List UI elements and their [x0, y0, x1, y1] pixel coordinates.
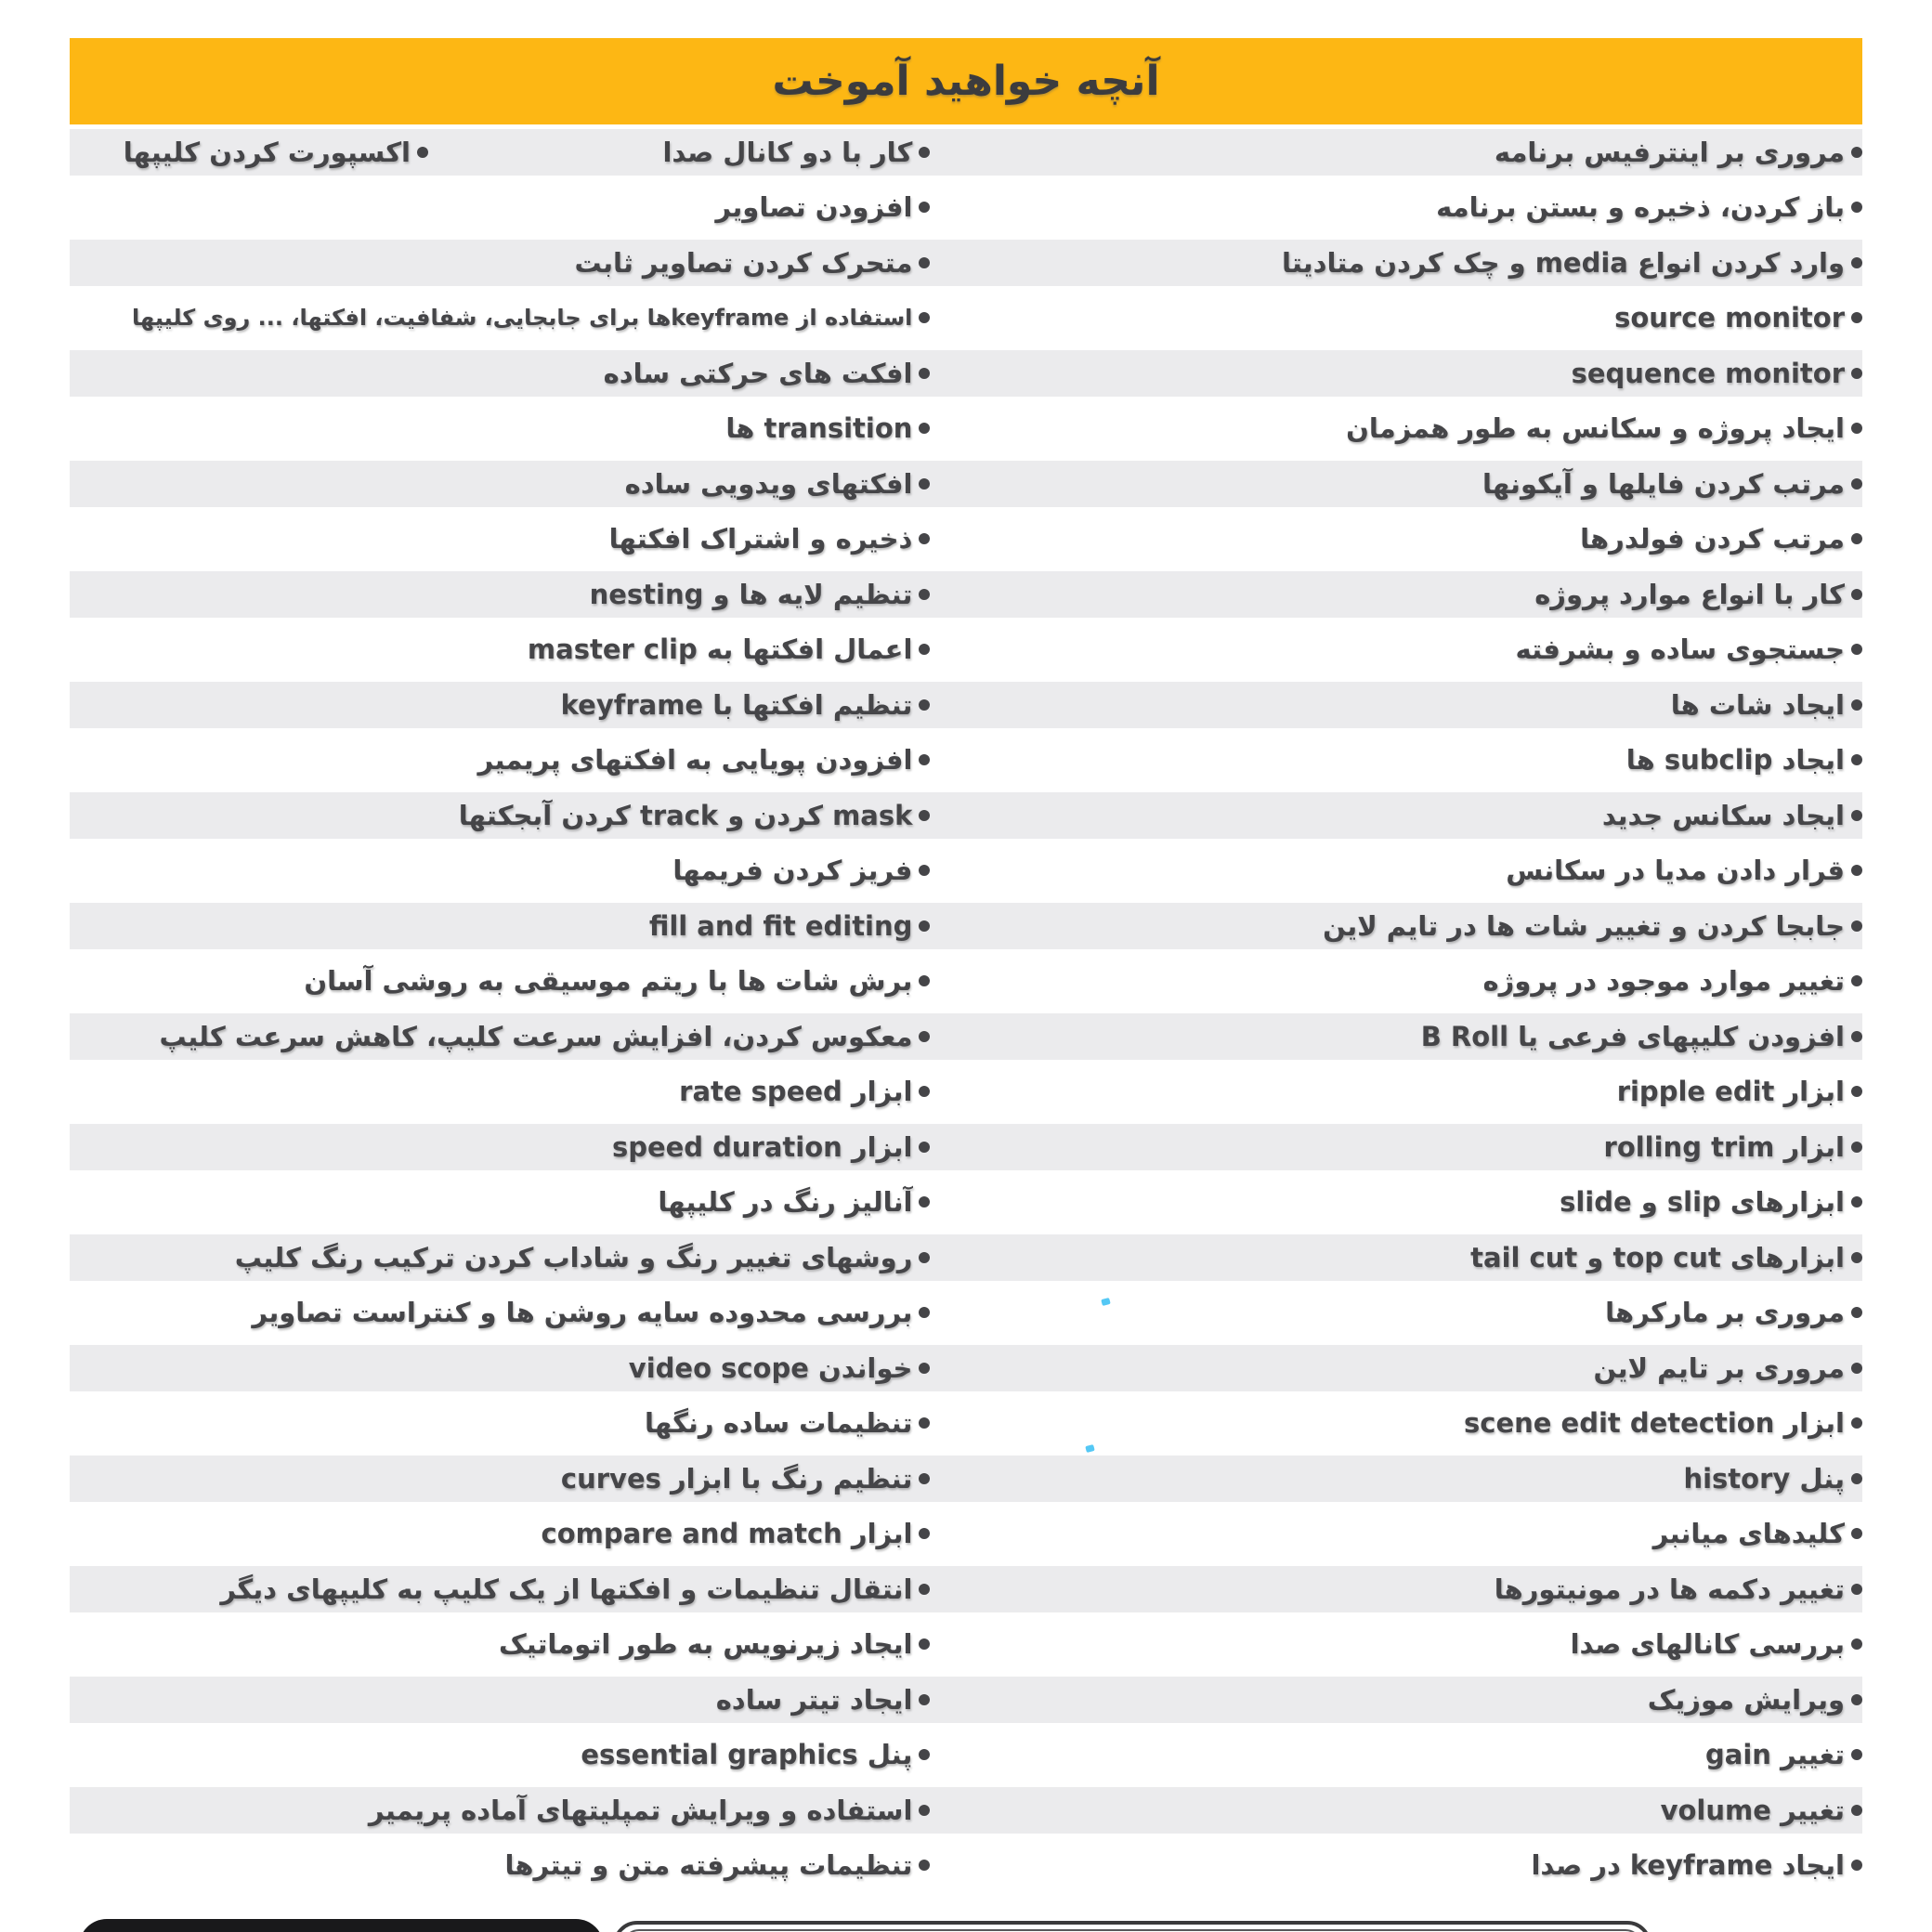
footer-black-button[interactable] [79, 1919, 604, 1932]
list-item-label: انتقال تنظیمات و افکتها از یک کلیپ به کلیپهای دیگر [220, 1573, 913, 1605]
list-item [930, 1728, 1862, 1783]
list-row [70, 1451, 1862, 1507]
list-item [930, 1345, 1862, 1391]
list-item-label: روشهای تغییر رنگ و شاداب کردن ترکیب رنگ کلیپ [234, 1241, 913, 1273]
list-row [70, 180, 1862, 236]
list-row [70, 843, 1862, 899]
list-item [930, 1566, 1862, 1612]
list-row [70, 1561, 1862, 1617]
list-item-label: مرتب کردن فولدرها [1580, 523, 1845, 555]
list-item-label: ابزار speed duration [611, 1130, 913, 1163]
list-row [70, 124, 1862, 180]
bullet-icon [919, 478, 930, 490]
list-item [70, 1013, 930, 1060]
list-item [930, 1838, 1862, 1894]
list-item [70, 401, 930, 457]
list-item-label: تغییر موارد موجود در پروژه [1482, 965, 1845, 998]
bullet-icon [1851, 1528, 1862, 1539]
list-row [70, 1286, 1862, 1341]
list-item [70, 1286, 930, 1341]
list-item-label: جابجا کردن و تغییر شات ها در تایم لاین [1323, 909, 1845, 942]
list-item [70, 622, 930, 678]
list-item-label: اعمال افکتها به master clip [527, 633, 913, 666]
bullet-icon [919, 1363, 930, 1374]
bullet-icon [1851, 699, 1862, 711]
list-item-label: استفاده و ویرایش تمپلیتهای آماده پریمیر [368, 1794, 913, 1826]
bullet-icon [919, 1307, 930, 1318]
list-item-label: ایجاد زیرنویس به طور اتوماتیک [498, 1628, 913, 1661]
list-item-label: مروری بر تایم لاین [1593, 1351, 1845, 1384]
list-item [70, 129, 428, 176]
bullet-icon [1851, 1252, 1862, 1263]
list-row [70, 1617, 1862, 1673]
bullet-icon [919, 1694, 930, 1705]
list-item-label: ایجاد شات ها [1670, 688, 1845, 721]
bullet-icon [1851, 1805, 1862, 1816]
list-item [70, 1566, 930, 1612]
list-item [930, 954, 1862, 1010]
bullet-icon [417, 147, 428, 158]
bullet-icon [919, 865, 930, 876]
list-item [70, 1456, 930, 1502]
list-item-label: تنظیم رنگ با ابزار curves [560, 1462, 913, 1495]
list-row [70, 898, 1862, 954]
list-item [930, 1617, 1862, 1673]
list-item-label: ایجاد subclip ها [1625, 744, 1845, 777]
list-item-label: ابزار rate speed [679, 1076, 913, 1108]
list-item [70, 843, 930, 899]
list-item [930, 350, 1862, 397]
list-item-label: بررسی محدوده سایه روشن ها و کنتراست تصاویر [252, 1297, 913, 1329]
list-item [70, 180, 930, 236]
list-item [930, 622, 1862, 678]
list-item-label: ابزار compare and match [541, 1518, 913, 1550]
list-item-label: متحرک کردن تصاویر ثابت [574, 246, 913, 279]
list-row [70, 733, 1862, 789]
list-item-label: تنظیمات پیشرفته متن و تیترها [504, 1849, 913, 1882]
bullet-icon [1851, 1417, 1862, 1429]
list-item-label: sequence monitor [1571, 357, 1845, 389]
list-item [930, 1175, 1862, 1231]
list-item-label: افزودن تصاویر [715, 191, 913, 224]
list-item [930, 1507, 1862, 1562]
bullet-icon [1851, 1307, 1862, 1318]
header-band [70, 38, 1862, 124]
list-item [70, 1838, 930, 1894]
list-row [70, 1507, 1862, 1562]
list-row [70, 1175, 1862, 1231]
list-item [930, 1064, 1862, 1120]
list-item [70, 733, 930, 789]
list-item [930, 240, 1862, 286]
bullet-icon [1851, 1142, 1862, 1153]
list-item-label: تغییر دکمه ها در مونیتورها [1494, 1573, 1845, 1605]
list-item [930, 129, 1862, 176]
bullet-icon [919, 975, 930, 986]
bullet-icon [919, 202, 930, 213]
bullet-icon [1851, 920, 1862, 932]
list-item-label: تنظیم افکتها با keyframe [560, 688, 913, 721]
list-item [70, 1124, 930, 1170]
bullet-icon [919, 754, 930, 765]
list-row [70, 1064, 1862, 1120]
list-row [70, 235, 1862, 291]
list-row [70, 1838, 1862, 1894]
list-item-label: source monitor [1614, 302, 1845, 334]
list-item-label: ذخیره و اشتراک افکتها [608, 523, 913, 555]
list-item-label: افکت های حرکتی ساده [603, 357, 913, 389]
bullet-icon [1851, 1473, 1862, 1484]
bullet-icon [919, 810, 930, 821]
list-item [70, 571, 930, 618]
list-row [70, 456, 1862, 512]
bullet-icon [1851, 975, 1862, 986]
list-item-label: باز کردن، ذخیره و بستن برنامه [1436, 191, 1845, 224]
list-item [930, 1787, 1862, 1834]
list-row [70, 788, 1862, 843]
list-item [70, 903, 930, 949]
list-item-label: تغییر gain [1705, 1739, 1845, 1771]
list-item [930, 401, 1862, 457]
list-item [70, 1396, 930, 1452]
list-item [930, 571, 1862, 618]
bullet-icon [1851, 754, 1862, 765]
list-item [930, 1013, 1862, 1060]
bullet-icon [1851, 1363, 1862, 1374]
bullet-icon [919, 1086, 930, 1097]
list-row [70, 1396, 1862, 1452]
list-row [70, 1009, 1862, 1064]
list-row [70, 1782, 1862, 1838]
list-item-label: مروری بر مارکرها [1605, 1297, 1845, 1329]
bullet-icon [1851, 257, 1862, 268]
bullet-icon [1851, 1638, 1862, 1650]
bullet-icon [919, 1638, 930, 1650]
bullet-icon [1851, 810, 1862, 821]
list-item-label: فریز کردن فریمها [672, 855, 913, 887]
list-item-label: افزودن پویایی به افکتهای پریمیر [477, 744, 913, 777]
list-row [70, 512, 1862, 568]
list-item-label: استفاده از keyframeها برای جابجایی، شفافیت، افکتها، ... روی کلیپها [132, 305, 913, 332]
bullet-icon [1851, 478, 1862, 490]
list-item [70, 240, 930, 286]
bullet-icon [919, 920, 930, 932]
bullet-icon [919, 644, 930, 655]
list-item-label: ایجاد پروژه و سکانس به طور همزمان [1346, 412, 1845, 445]
bullet-icon [919, 589, 930, 600]
list-row [70, 291, 1862, 346]
list-item-label: مرتب کردن فایلها و آیکونها [1482, 467, 1845, 500]
list-item-label: transition ها [725, 412, 913, 445]
list-item-label: ابزار ripple edit [1616, 1076, 1845, 1108]
list-item [930, 1677, 1862, 1723]
list-row [70, 677, 1862, 733]
list-item [930, 733, 1862, 789]
list-item [70, 682, 930, 728]
page-title: آنچه خواهید آموخت [772, 58, 1160, 105]
bullet-icon [919, 368, 930, 379]
list-item-label: پنل essential graphics [581, 1739, 913, 1771]
bullet-icon [919, 1196, 930, 1208]
list-item-label: تنظیمات ساده رنگها [645, 1407, 913, 1440]
list-item-label: ابزارهای slip و slide [1560, 1186, 1845, 1219]
bullet-icon [919, 1584, 930, 1595]
footer-outline-button[interactable] [613, 1921, 1651, 1932]
list-item-label: mask کردن و track کردن آبجکتها [458, 799, 913, 831]
bullet-icon [919, 312, 930, 323]
bullet-icon [919, 423, 930, 434]
bullet-icon [919, 1805, 930, 1816]
bullet-icon [919, 1473, 930, 1484]
list-item [70, 954, 930, 1010]
list-item-label: کلیدهای میانبر [1652, 1518, 1845, 1550]
list-item [930, 1396, 1862, 1452]
list-item-label: کار با انواع موارد پروژه [1534, 578, 1845, 610]
list-item-label: اکسپورت کردن کلیپها [123, 136, 411, 168]
list-item-label: مروری بر اینترفیس برنامه [1494, 136, 1845, 168]
list-item [930, 512, 1862, 568]
list-item-label: ابزار scene edit detection [1464, 1407, 1845, 1440]
list-item [428, 129, 930, 176]
list-item-label: جستجوی ساده و بشرفته [1515, 633, 1845, 666]
list-item [930, 1286, 1862, 1341]
list-item-label: تغییر volume [1660, 1794, 1845, 1826]
list-row [70, 346, 1862, 401]
bullet-icon [919, 147, 930, 158]
list-item [70, 1175, 930, 1231]
list-item [70, 291, 930, 346]
list-row [70, 567, 1862, 622]
list-item [930, 792, 1862, 839]
list-item [70, 1617, 930, 1673]
bullet-icon [1851, 644, 1862, 655]
list-row [70, 1672, 1862, 1728]
bullet-icon [1851, 1749, 1862, 1760]
list-item [930, 843, 1862, 899]
list-item-label: وارد کردن انواع media و چک کردن متادیتا [1281, 246, 1845, 279]
list-item [930, 682, 1862, 728]
list-row [70, 954, 1862, 1010]
list-item-label: افکتهای ویدویی ساده [624, 467, 913, 500]
list-item [70, 461, 930, 507]
list-item-label: ایجاد تیتر ساده [715, 1683, 913, 1716]
bullet-icon [1851, 1031, 1862, 1042]
bullet-icon [1851, 312, 1862, 323]
list-item [930, 903, 1862, 949]
list-item [70, 512, 930, 568]
bullet-icon [1851, 1584, 1862, 1595]
bullet-icon [1851, 533, 1862, 544]
list-item-label: پنل history [1683, 1462, 1845, 1495]
bullet-icon [1851, 202, 1862, 213]
bullet-icon [1851, 589, 1862, 600]
learning-list [70, 124, 1862, 1893]
list-item [70, 1234, 930, 1281]
list-item [70, 1064, 930, 1120]
bullet-icon [919, 1031, 930, 1042]
bullet-icon [1851, 1860, 1862, 1871]
bullet-icon [1851, 147, 1862, 158]
bullet-icon [1851, 368, 1862, 379]
list-item [930, 1234, 1862, 1281]
list-item-label: fill and fit editing [648, 909, 913, 942]
list-row [70, 1340, 1862, 1396]
bullet-icon [919, 257, 930, 268]
list-item [930, 180, 1862, 236]
list-item [70, 1677, 930, 1723]
list-item-label: ابزار rolling trim [1603, 1130, 1845, 1163]
bullet-icon [919, 1142, 930, 1153]
list-item-label: کار با دو کانال صدا [662, 136, 913, 168]
list-row [70, 622, 1862, 678]
list-item [70, 1345, 930, 1391]
list-item [930, 291, 1862, 346]
list-item-label: بررسی کانالهای صدا [1570, 1628, 1845, 1661]
bullet-icon [919, 1749, 930, 1760]
list-item [930, 1456, 1862, 1502]
list-row [70, 401, 1862, 457]
list-item-label: معکوس کردن، افزایش سرعت کلیپ، کاهش سرعت کلیپ [159, 1020, 913, 1052]
bullet-icon [1851, 1694, 1862, 1705]
bullet-icon [1851, 865, 1862, 876]
bullet-icon [919, 1528, 930, 1539]
bullet-icon [919, 1860, 930, 1871]
list-item-label: ویرایش موزیک [1647, 1683, 1845, 1716]
list-item-label: آنالیز رنگ در کلیپها [658, 1186, 913, 1219]
list-item-label: خواندن video scope [628, 1351, 913, 1384]
bullet-icon [1851, 423, 1862, 434]
list-item-label: تنظیم لایه ها و nesting [589, 578, 913, 610]
list-row [70, 1230, 1862, 1286]
list-row [70, 1728, 1862, 1783]
list-item [70, 350, 930, 397]
bullet-icon [919, 1252, 930, 1263]
list-item-label: برش شات ها با ریتم موسیقی به روشی آسان [304, 965, 913, 998]
list-item [930, 461, 1862, 507]
list-item-label: ایجاد سکانس جدید [1601, 799, 1845, 831]
list-item-label: قرار دادن مدیا در سکانس [1506, 855, 1845, 887]
list-item-label: ایجاد keyframe در صدا [1531, 1849, 1845, 1882]
list-item [70, 1787, 930, 1834]
list-item [70, 1507, 930, 1562]
bullet-icon [1851, 1196, 1862, 1208]
list-item-label: افزودن کلیپهای فرعی یا B Roll [1420, 1020, 1845, 1052]
list-item [930, 1124, 1862, 1170]
bullet-icon [919, 1417, 930, 1429]
bullet-icon [1851, 1086, 1862, 1097]
list-item [70, 1728, 930, 1783]
bullet-icon [919, 533, 930, 544]
list-item-label: ابزارهای top cut و tail cut [1470, 1241, 1845, 1273]
list-item [70, 792, 930, 839]
bullet-icon [919, 699, 930, 711]
list-row [70, 1119, 1862, 1175]
